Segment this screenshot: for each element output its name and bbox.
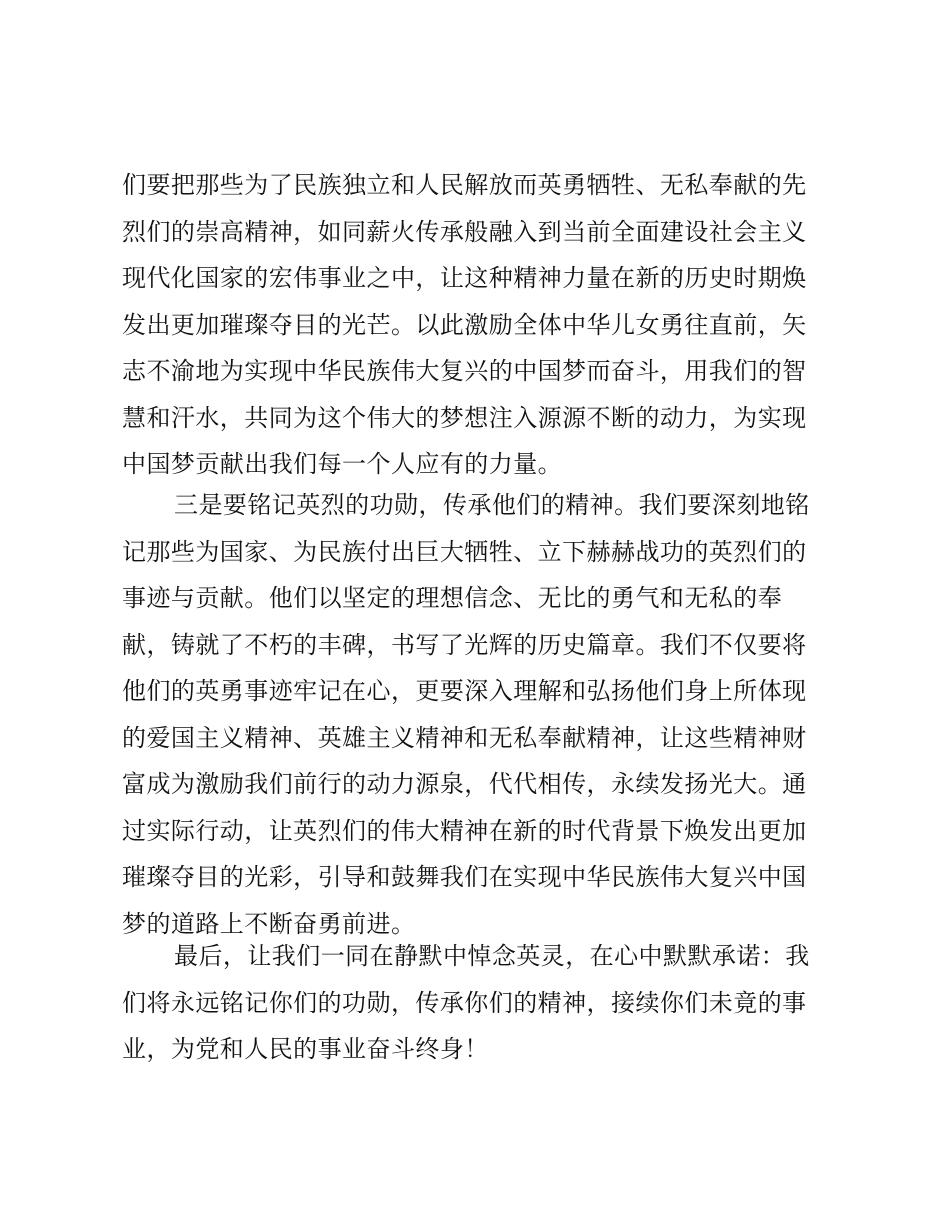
paragraph-line: 记那些为国家、为民族付出巨大牺牲、立下赫赫战功的英烈们的 (122, 537, 807, 566)
paragraph-line: 们要把那些为了民族独立和人民解放而英勇牺牲、无私奉献的先 (122, 171, 807, 199)
paragraph-line: 中国梦贡献出我们每一个人应有的力量。 (122, 450, 563, 478)
paragraph-line: 他们的英勇事迹牢记在心，更要深入理解和弘扬他们身上所体现 (122, 677, 807, 705)
paragraph-line: 慧和汗水，共同为这个伟大的梦想注入源源不断的动力，为实现 (122, 403, 807, 432)
paragraph-3 (122, 933, 842, 1073)
paragraph-line: 志不渝地为实现中华民族伟大复兴的中国梦而奋斗，用我们的智 (122, 357, 807, 385)
paragraph-line: 的爱国主义精神、英雄主义精神和无私奉献精神，让这些精神财 (122, 723, 807, 752)
paragraph-line: 们将永远铭记你们的功勋，传承你们的精神，接续你们未竟的事 (122, 988, 807, 1017)
paragraph-1 (122, 162, 842, 488)
paragraph-line: 事迹与贡献。他们以坚定的理想信念、无比的勇气和无私的奉 (122, 584, 783, 612)
paragraph-2 (122, 482, 842, 947)
paragraph-line: 献，铸就了不朽的丰碑，书写了光辉的历史篇章。我们不仅要将 (122, 630, 807, 659)
paragraph-line: 烈们的崇高精神，如同薪火传承般融入到当前全面建设社会主义 (122, 217, 807, 246)
paragraph-line: 璀璨夺目的光彩，引导和鼓舞我们在实现中华民族伟大复兴中国 (122, 863, 807, 891)
paragraph-first-line: 三是要铭记英烈的功勋，传承他们的精神。我们要深刻地铭 (174, 491, 810, 519)
paragraph-line: 业，为党和人民的事业奋斗终身！ (122, 1035, 489, 1063)
paragraph-line: 富成为激励我们前行的动力源泉，代代相传，永续发扬光大。通 (122, 770, 807, 798)
paragraph-line: 现代化国家的宏伟事业之中，让这种精神力量在新的历史时期焕 (122, 264, 807, 292)
paragraph-line: 梦的道路上不断奋勇前进。 (122, 909, 416, 938)
paragraph-line: 发出更加璀璨夺目的光芒。以此激励全体中华儿女勇往直前，矢 (122, 310, 807, 339)
paragraph-first-line: 最后，让我们一同在静默中悼念英灵，在心中默默承诺：我 (174, 942, 810, 970)
paragraph-line: 过实际行动，让英烈们的伟大精神在新的时代背景下焕发出更加 (122, 816, 807, 845)
